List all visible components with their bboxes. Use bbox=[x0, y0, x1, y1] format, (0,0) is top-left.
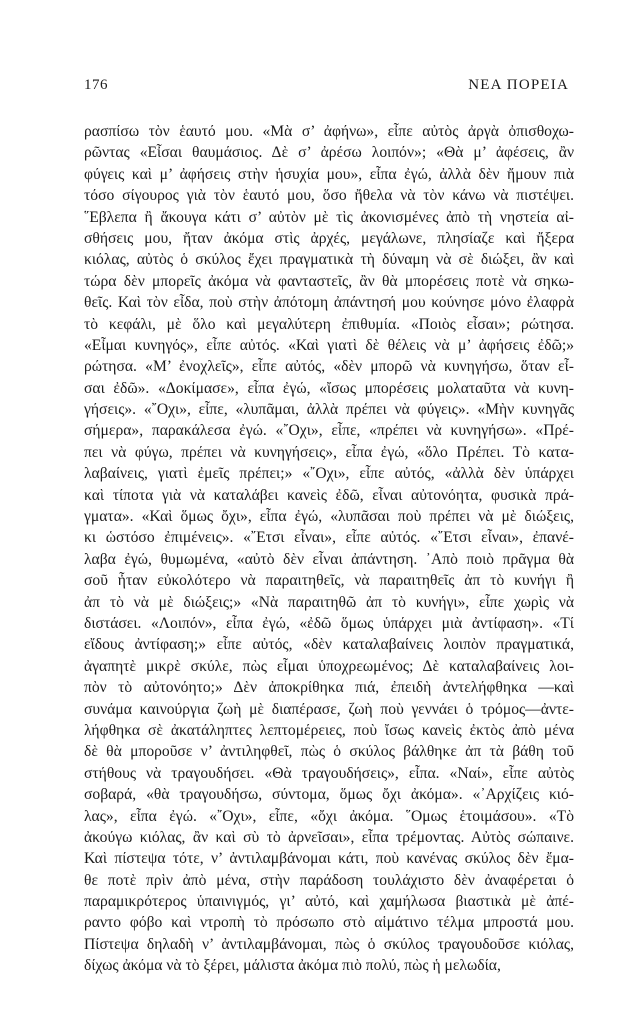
text-line: καὶ τίποτα γιὰ νὰ καταλάβει κανεὶς ἐδῶ, εἶναι αὐτονόητα, φυσικὰ πρά- bbox=[84, 486, 574, 504]
text-line: δίχως ἀκόμα νὰ τὸ ξέρει, μάλιστα ἀκόμα πιὸ πολύ, πὼς ἡ μελωδία, bbox=[84, 957, 501, 975]
running-head: ΝΕΑ ΠΟΡΕΙΑ bbox=[468, 77, 569, 93]
text-line: ἀπ τὸ νὰ μὲ διώξεις;» «Νὰ παραιτηθῶ ἀπ τὸ κυνήγι», εἶπε χωρὶς νὰ bbox=[84, 593, 574, 611]
text-line: γήσεις». «῎Οχι», εἶπε, «λυπᾶμαι, ἀλλὰ πρέπει νὰ φύγεις». «Μὴν κυνηγᾶς bbox=[84, 401, 574, 419]
page-header bbox=[84, 77, 569, 97]
text-line: θεῖς. Καὶ τὸν εἶδα, ποὺ στὴν ἀπότομη ἀπάντησή μου κούνησε μόνο ἐλαφρὰ bbox=[84, 294, 574, 312]
text-line: πει νὰ φύγω, πρέπει νὰ κυνηγήσεις», εἶπα ἐγώ, «ὅλο Πρέπει. Τὸ κατα- bbox=[84, 443, 574, 461]
text-line: σοῦ ἦταν εὐκολότερο νὰ παραιτηθεῖς, νὰ παραιτηθεῖς ἀπ τὸ κυνήγι ἢ bbox=[84, 572, 574, 590]
text-line: ἀγαπητὲ μικρὲ σκύλε, πὼς εἶμαι ὑποχρεωμένος; Δὲ καταλαβαίνεις λοι- bbox=[84, 657, 574, 675]
page-number: 176 bbox=[84, 77, 108, 93]
text-line: «Εἶμαι κυνηγός», εἶπε αὐτός. «Καὶ γιατὶ δὲ θέλεις νὰ μ’ ἀφήσεις ἐδῶ;» bbox=[84, 336, 574, 354]
text-line: τώρα δὲν μπορεῖς ἀκόμα νὰ φανταστεῖς, ἂν θὰ μπορέσεις ποτὲ νὰ σηκω- bbox=[84, 272, 574, 290]
text-line: εἴδους ἀντίφαση;» εἶπε αὐτός, «δὲν καταλαβαίνεις λοιπὸν πραγματικά, bbox=[84, 636, 574, 654]
text-line: λαβα ἐγώ, θυμωμένα, «αὐτὸ δὲν εἶναι ἀπάντηση. ᾿Απὸ ποιὸ πρᾶγμα θὰ bbox=[84, 550, 574, 568]
text-line: τόσο σίγουρος γιὰ τὸν ἑαυτό μου, ὅσο ἤθελα νὰ τὸν κάνω νὰ πιστέψει. bbox=[84, 187, 574, 205]
text-line: παραμικρότερος ὑπαινιγμός, γι’ αὐτό, καὶ χαμήλωσα βιαστικὰ μὲ ἀπέ- bbox=[84, 893, 574, 911]
text-line: πὸν τὸ αὐτονόητο;» Δὲν ἀποκρίθηκα πιά, ἐπειδὴ ἀντελήφθηκα —καὶ bbox=[84, 679, 574, 697]
text-line: ῞Εβλεπα ἢ ἄκουγα κάτι σ’ αὐτὸν μὲ τὶς ἀκονισμένες ἀπὸ τὴ νηστεία αἰ- bbox=[84, 208, 574, 226]
text-line: σθήσεις μου, ἤταν ἀκόμα στὶς ἀρχές, μεγάλωνε, πλησίαζε καὶ ἤξερα bbox=[84, 229, 574, 247]
text-line: σοβαρά, «θὰ τραγουδήσω, σύντομα, ὅμως ὄχι ἀκόμα». «᾿Αρχίζεις κιό- bbox=[84, 786, 574, 804]
text-line: στήθους νὰ τραγουδήσει. «Θὰ τραγουδήσεις», εἶπα. «Ναί», εἶπε αὐτὸς bbox=[84, 764, 574, 782]
text-line: δὲ θὰ μποροῦσε ν’ ἀντιληφθεῖ, πὼς ὁ σκύλος βάλθηκε ἀπ τὰ βάθη τοῦ bbox=[84, 743, 574, 761]
text-line: ραντο φόβο καὶ ντροπὴ τὸ πρόσωπο στὸ αἱμάτινο τέλμα μπροστά μου. bbox=[84, 914, 574, 932]
text-line: σήμερα», παρακάλεσα ἐγώ. «῎Οχι», εἶπε, «πρέπει νὰ κυνηγήσω». «Πρέ- bbox=[84, 422, 574, 440]
text-line: ρασπίσω τὸν ἑαυτό μου. «Μὰ σ’ ἀφήνω», εἶπε αὐτὸς ἀργὰ ὀπισθοχω- bbox=[84, 123, 574, 140]
text-line: θε ποτὲ πρὶν ἀπὸ μένα, στὴν παράδοση τουλάχιστο δὲν ἀναφέρεται ὁ bbox=[84, 871, 574, 889]
text-line: λας», εἶπα ἐγώ. «῎Οχι», εἶπε, «ὄχι ἀκόμα. ῞Ομως ἑτοιμάσου». «Τὸ bbox=[84, 807, 574, 825]
body-text bbox=[84, 121, 574, 977]
text-line: ἀκούγω κιόλας, ἂν καὶ σὺ τὸ ἀρνεῖσαι», εἶπα τρέμοντας. Αὐτὸς σώπαινε. bbox=[84, 828, 574, 846]
text-line: διστάσει. «Λοιπόν», εἶπα ἐγώ, «ἐδῶ ὅμως ὑπάρχει μιὰ ἀντίφαση». «Τί bbox=[84, 614, 574, 632]
text-line: λήφθηκα σὲ ἀκατάληπτες λεπτομέρειες, ποὺ ἴσως κανεὶς ἐκτὸς ἀπὸ μένα bbox=[84, 721, 574, 739]
text-line: ρώτησα. «Μ’ ἐνοχλεῖς», εἶπε αὐτός, «δὲν μπορῶ νὰ κυνηγήσω, ὅταν εἶ- bbox=[84, 358, 574, 376]
text-line: γματα». «Καὶ ὅμως ὄχι», εἶπα ἐγώ, «λυπᾶσαι ποὺ πρέπει νὰ μὲ διώξεις, bbox=[84, 508, 574, 526]
text-line: κιόλας, αὐτὸς ὁ σκύλος ἔχει πραγματικὰ τὴ δύναμη νὰ σὲ διώξει, ἂν καὶ bbox=[84, 251, 574, 269]
text-line: Πίστεψα δηλαδὴ ν’ ἀντιλαμβάνομαι, πὼς ὁ σκύλος τραγουδοῦσε κιόλας, bbox=[84, 935, 574, 953]
text-line: ρῶντας «Εἶσαι θαυμάσιος. Δὲ σ’ ἀρέσω λοιπόν»; «Θὰ μ’ ἀφέσεις, ἂν bbox=[84, 144, 574, 162]
text-line: λαβαίνεις, γιατὶ ἐμεῖς πρέπει;» «῎Οχι», εἶπε αὐτός, «ἀλλὰ δὲν ὑπάρχει bbox=[84, 465, 574, 483]
text-line: σαι ἐδῶ». «Δοκίμασε», εἶπα ἐγώ, «ἴσως μπορέσεις μολαταῦτα νὰ κυνη- bbox=[84, 379, 574, 397]
text-line: τὸ κεφάλι, μὲ ὅλο καὶ μεγαλύτερη ἐπιθυμία. «Ποιὸς εἶσαι»; ρώτησα. bbox=[84, 315, 574, 333]
text-line: κι ὡστόσο ἐπιμένεις». «῎Ετσι εἶναι», εἶπε αὐτός. «῎Ετσι εἶναι», ἐπανέ- bbox=[84, 529, 574, 547]
text-line: Καὶ πίστεψα τότε, ν’ ἀντιλαμβάνομαι κάτι, ποὺ κανένας σκύλος δὲν ἔμα- bbox=[84, 850, 574, 868]
text-line: φύγεις καὶ μ’ ἀφήσεις στὴν ἡσυχία μου», εἶπα ἐγώ, ἀλλὰ δὲν ἤμουν πιὰ bbox=[84, 165, 574, 183]
text-line: συνάμα καινούργια ζωὴ μὲ διαπέρασε, ζωὴ ποὺ γεννάει ὁ τρόμος—ἀντε- bbox=[84, 700, 574, 718]
